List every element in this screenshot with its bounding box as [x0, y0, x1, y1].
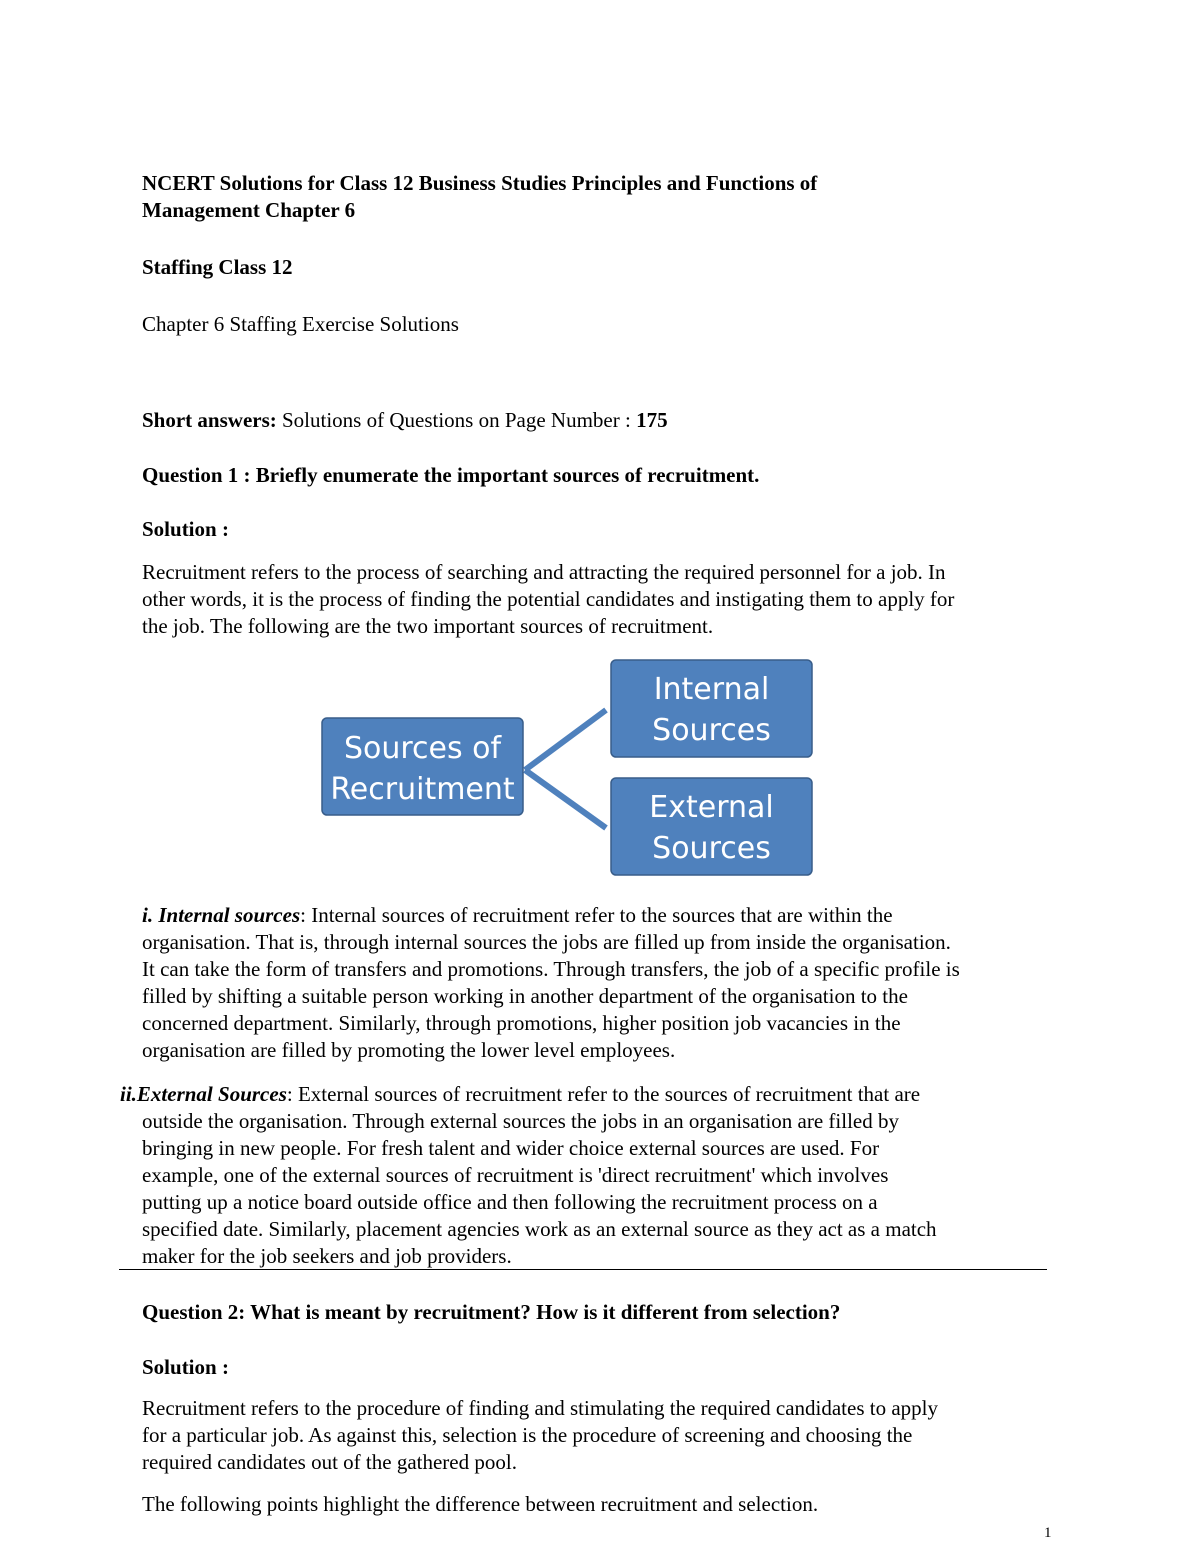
question-2-closing: The following points highlight the difference between recruitment and selection. — [142, 1492, 819, 1516]
list-item-first-line — [142, 902, 960, 929]
recruitment-sources-diagram — [300, 650, 830, 890]
question-1-paragraph — [142, 559, 954, 640]
short-answers-label: Short answers: — [142, 408, 277, 432]
root-node-line-1: Sources of — [343, 731, 502, 766]
paragraph-line: for a particular job. As against this, selection is the procedure of screening and choosing the — [142, 1423, 913, 1447]
list-line: specified date. Similarly, placement agencies work as an external source as they act as a match — [142, 1217, 937, 1241]
list-line: outside the organisation. Through external sources the jobs in an organisation are filled by — [142, 1109, 899, 1133]
list-line: organisation. That is, through internal sources the jobs are filled up from inside the organisation. — [142, 930, 951, 954]
paragraph-line: the job. The following are the two important sources of recruitment. — [142, 614, 714, 638]
horizontal-divider — [119, 1269, 1047, 1270]
list-marker: ii. — [120, 1082, 137, 1106]
list-line: example, one of the external sources of recruitment is 'direct recruitment' which involves — [142, 1163, 889, 1187]
list-item-internal-sources — [142, 902, 960, 1064]
list-term: External Sources — [136, 1082, 287, 1106]
document-title — [142, 170, 817, 224]
external-node-line-1: External — [649, 790, 774, 825]
short-answers-text: Solutions of Questions on Page Number : — [276, 408, 637, 432]
list-marker: i. — [142, 903, 154, 927]
list-line: maker for the job seekers and job providers. — [142, 1244, 512, 1268]
root-node — [322, 718, 523, 815]
list-line: : External sources of recruitment refer to the sources of recruitment that are — [286, 1082, 921, 1106]
root-node-line-2: Recruitment — [330, 772, 515, 807]
question-1: Question 1 : Briefly enumerate the important sources of recruitment. — [142, 463, 760, 487]
list-line: filled by shifting a suitable person working in another department of the organisation to the — [142, 984, 908, 1008]
title-line-1: NCERT Solutions for Class 12 Business Studies Principles and Functions of — [142, 171, 818, 195]
chapter-heading: Chapter 6 Staffing Exercise Solutions — [142, 312, 459, 336]
subtitle: Staffing Class 12 — [142, 255, 293, 279]
short-answers-line — [142, 407, 668, 434]
list-item-external-sources — [120, 1081, 937, 1270]
list-line: It can take the form of transfers and promotions. Through transfers, the job of a specific profile is — [142, 957, 960, 981]
short-answers-page: 175 — [636, 408, 668, 432]
list-line: : Internal sources of recruitment refer to the sources that are within the — [300, 903, 893, 927]
internal-node-line-1: Internal — [653, 672, 770, 707]
list-line: bringing in new people. For fresh talent and wider choice external sources are used. For — [142, 1136, 880, 1160]
external-sources-node — [611, 778, 812, 875]
paragraph-line: Recruitment refers to the procedure of finding and stimulating the required candidates to apply — [142, 1396, 938, 1420]
list-term: Internal sources — [158, 903, 301, 927]
connector-top — [525, 710, 606, 770]
list-line: organisation are filled by promoting the lower level employees. — [142, 1038, 676, 1062]
paragraph-line: other words, it is the process of finding the potential candidates and instigating them to apply for — [142, 587, 955, 611]
question-2-solution-label: Solution : — [142, 1355, 229, 1379]
page-number: 1 — [1044, 1525, 1052, 1541]
question-2-paragraph — [142, 1395, 938, 1476]
title-line-2: Management Chapter 6 — [142, 198, 356, 222]
external-node-line-2: Sources — [652, 831, 771, 866]
connector-bottom — [525, 770, 606, 828]
list-line: putting up a notice board outside office and then following the recruitment process on a — [142, 1190, 878, 1214]
list-line: concerned department. Similarly, through promotions, higher position job vacancies in the — [142, 1011, 901, 1035]
paragraph-line: required candidates out of the gathered pool. — [142, 1450, 517, 1474]
question-1-solution-label: Solution : — [142, 517, 229, 541]
list-item-first-line — [120, 1081, 937, 1108]
internal-node-line-2: Sources — [652, 713, 771, 748]
paragraph-line: Recruitment refers to the process of searching and attracting the required personnel for a job. In — [142, 560, 946, 584]
question-2: Question 2: What is meant by recruitment? How is it different from selection? — [142, 1300, 841, 1324]
internal-sources-node — [611, 660, 812, 757]
